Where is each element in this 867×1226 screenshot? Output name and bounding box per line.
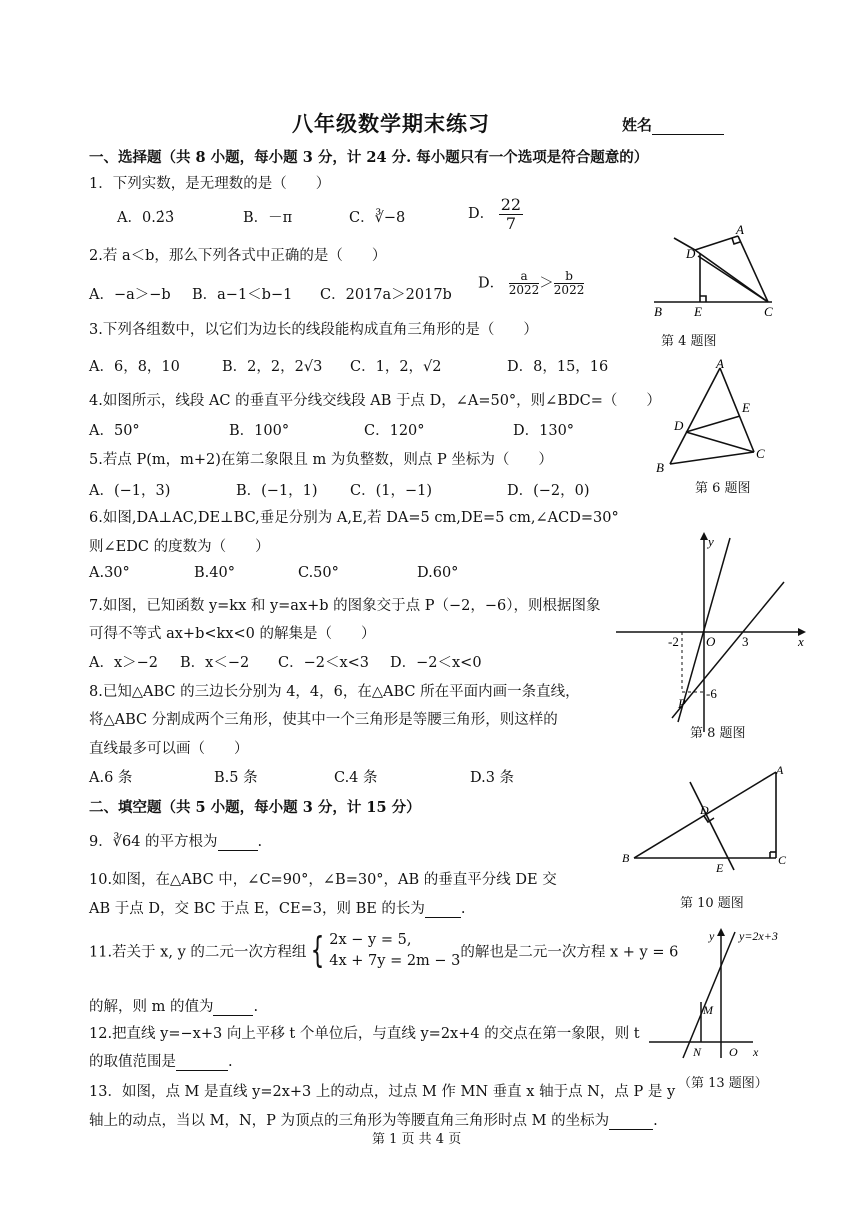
fig6-label-b: B bbox=[656, 460, 664, 475]
q11-pre: 11.若关于 x, y 的二元一次方程组 bbox=[89, 944, 307, 961]
name-blank bbox=[652, 119, 724, 135]
q11-post: 的解也是二元一次方程 x + y = 6 bbox=[460, 944, 679, 961]
q10-text: AB 于点 D，交 BC 于点 E，CE=3，则 BE 的长为 bbox=[89, 901, 425, 917]
fig10-label-d: D bbox=[700, 803, 709, 817]
fig13-caption: （第 13 题图） bbox=[678, 1076, 768, 1091]
q3-option-a: A．6，8，10 bbox=[89, 359, 180, 375]
q2-option-b: B．a−1＜b−1 bbox=[192, 287, 293, 303]
fig13-label-x: x bbox=[753, 1045, 759, 1059]
fig8-y-arrow bbox=[700, 532, 708, 540]
q12-line2 bbox=[89, 1050, 233, 1071]
q13-line2 bbox=[89, 1109, 658, 1130]
q1-d-numerator: 22 bbox=[500, 195, 522, 214]
fig10-line-de bbox=[690, 782, 734, 870]
q11-blank bbox=[213, 1001, 253, 1016]
fig8-label-p: P bbox=[678, 696, 686, 711]
q11-period: . bbox=[253, 999, 259, 1015]
fig6-caption: 第 6 题图 bbox=[695, 481, 751, 496]
q7-option-a: A．x＞−2 bbox=[89, 655, 159, 671]
q8-option-a: A.6 条 bbox=[89, 770, 133, 786]
q11-eq2: 4x + 7y = 2m − 3 bbox=[329, 953, 461, 970]
q9 bbox=[89, 830, 262, 851]
page-footer: 第 1 页 共 4 页 bbox=[372, 1132, 462, 1147]
fig13-label-o: O bbox=[729, 1045, 738, 1059]
q1-option-a: A．0.2̇3̇ bbox=[117, 210, 175, 226]
fig8-caption: 第 8 题图 bbox=[690, 726, 746, 741]
fig4-label-e: E bbox=[694, 304, 702, 319]
q4-option-a: A．50° bbox=[89, 423, 140, 439]
q3-option-c: C．1，2，√2 bbox=[350, 359, 442, 375]
q8-option-d: D.3 条 bbox=[470, 770, 515, 786]
q5-option-d: D．(−2，0) bbox=[507, 483, 590, 499]
q6-option-b: B.40° bbox=[194, 565, 235, 581]
fig10-label-c: C bbox=[778, 853, 787, 867]
q12-line1: 12.把直线 y=−x+3 向上平移 t 个单位后，与直线 y=2x+4 的交点在第一象限，则 t bbox=[89, 1026, 640, 1042]
q8-stem-2: 将△ABC 分割成两个三角形，使其中一个三角形是等腰三角形，则这样的 bbox=[89, 712, 558, 728]
q4-option-d: D．130° bbox=[513, 423, 575, 439]
q10-post: . bbox=[460, 901, 466, 917]
figure-13 bbox=[643, 922, 803, 1064]
q2-d-a: a bbox=[509, 270, 540, 284]
fig6-label-c: C bbox=[756, 446, 765, 461]
q1-stem: 1．下列实数，是无理数的是（ ） bbox=[89, 176, 331, 192]
fig13-line bbox=[683, 932, 735, 1058]
q2-d-fraction-a bbox=[509, 270, 540, 297]
fig4-line-da bbox=[695, 236, 738, 250]
q8-stem-3: 直线最多可以画（ ） bbox=[89, 741, 249, 757]
q10-line1: 10.如图，在△ABC 中，∠C=90°，∠B=30°，AB 的垂直平分线 DE 交 bbox=[89, 872, 557, 888]
fig6-line-dc bbox=[686, 432, 754, 452]
fig10-caption: 第 10 题图 bbox=[680, 896, 744, 911]
fig4-caption: 第 4 题图 bbox=[661, 334, 717, 349]
q5-option-a: A．(−1，3) bbox=[89, 483, 171, 499]
q6-option-d: D.60° bbox=[417, 565, 459, 581]
fig13-label-y: y bbox=[709, 929, 715, 943]
q8-option-b: B.5 条 bbox=[214, 770, 258, 786]
fig4-label-a: A bbox=[736, 222, 744, 237]
fig8-label-neg2: -2 bbox=[668, 634, 679, 649]
q9-post: . bbox=[257, 834, 263, 850]
q6-option-c: C.50° bbox=[298, 565, 339, 581]
fig10-label-a: A bbox=[776, 763, 784, 777]
fig6-line-ab bbox=[670, 368, 720, 464]
section2-header: 二、填空题（共 5 小题，每小题 3 分，计 15 分） bbox=[89, 799, 421, 816]
fig13-label-eq: y=2x+3 bbox=[739, 929, 778, 943]
q6-option-a: A.30° bbox=[89, 565, 130, 581]
q10-blank bbox=[425, 903, 461, 918]
q12-blank bbox=[176, 1056, 228, 1071]
fig8-label-3: 3 bbox=[742, 634, 749, 649]
fig8-label-o: O bbox=[706, 634, 716, 649]
q6-stem-2: 则∠EDC 的度数为（ ） bbox=[89, 539, 270, 555]
fig10-label-b: B bbox=[622, 851, 630, 865]
fig13-label-m: M bbox=[703, 1003, 713, 1017]
fig8-line-axb bbox=[672, 582, 784, 718]
name-field bbox=[622, 114, 724, 135]
q2-option-c: C．2017a＞2017b bbox=[320, 287, 452, 303]
name-label: 姓名 bbox=[622, 116, 653, 134]
q1-option-d-fraction bbox=[499, 196, 523, 232]
fig10-label-e: E bbox=[716, 861, 724, 875]
q2-stem: 2.若 a＜b，那么下列各式中正确的是（ ） bbox=[89, 248, 387, 264]
q1-d-denominator: 7 bbox=[505, 213, 517, 233]
q8-stem: 8.已知△ABC 的三边长分别为 4，4，6，在△ABC 所在平面内画一条直线， bbox=[89, 684, 580, 700]
q1-option-b: B．－π bbox=[243, 210, 293, 226]
q7-stem: 7.如图，已知函数 y=kx 和 y=ax+b 的图象交于点 P（−2，−6），则根据图象 bbox=[89, 598, 601, 614]
figure-10 bbox=[620, 760, 795, 875]
q1-option-d-prefix: D． bbox=[468, 206, 495, 223]
fig4-right-angle-e bbox=[700, 296, 706, 302]
q7-option-d: D．−2＜x<0 bbox=[390, 655, 482, 671]
q6-stem: 6.如图,DA⊥AC,DE⊥BC,垂足分别为 A,E,若 DA=5 cm,DE=5 cm,∠ACD=30° bbox=[89, 510, 619, 526]
fig8-label-y: y bbox=[708, 534, 714, 549]
section1-header: 一、选择题（共 8 小题，每小题 3 分，计 24 分. 每小题只有一个选项是符合题意的） bbox=[89, 149, 649, 166]
figure-6 bbox=[648, 358, 778, 476]
q8-option-c: C.4 条 bbox=[334, 770, 378, 786]
figure-4 bbox=[648, 220, 788, 325]
q11-brace: { bbox=[310, 930, 325, 972]
fig13-y-arrow bbox=[717, 928, 725, 936]
q2-d-fraction-b bbox=[554, 270, 585, 297]
q5-option-b: B．(−1，1) bbox=[236, 483, 318, 499]
q4-option-c: C．120° bbox=[364, 423, 425, 439]
q2-d-b: b bbox=[554, 270, 585, 284]
q3-stem: 3.下列各组数中，以它们为边长的线段能构成直角三角形的是（ ） bbox=[89, 322, 538, 338]
figure-8 bbox=[612, 532, 812, 744]
q11-line2 bbox=[89, 995, 258, 1016]
fig6-line-bc bbox=[670, 452, 754, 464]
q5-option-c: C．(1，−1) bbox=[350, 483, 433, 499]
q12-period: . bbox=[228, 1054, 233, 1070]
q1-option-d bbox=[468, 196, 523, 232]
q7-stem-2: 可得不等式 ax+b<kx<0 的解集是（ ） bbox=[89, 626, 376, 642]
q13-text: 轴上的动点，当以 M，N，P 为顶点的三角形为等腰直角三角形时点 M 的坐标为 bbox=[89, 1113, 610, 1129]
q2-d-den-a: 2022 bbox=[508, 283, 540, 298]
q3-option-d: D．8，15，16 bbox=[507, 359, 609, 375]
q9-text: 9．∛64 的平方根为 bbox=[89, 834, 218, 850]
fig4-label-c: C bbox=[764, 304, 773, 319]
q12-text: 的取值范围是 bbox=[89, 1054, 176, 1070]
page-title: 八年级数学期末练习 bbox=[292, 111, 490, 136]
q4-stem: 4.如图所示，线段 AC 的垂直平分线交线段 AB 于点 D，∠A=50°，则∠BDC=（ ） bbox=[89, 393, 661, 409]
q11-system bbox=[329, 930, 460, 972]
fig8-label-x: x bbox=[798, 634, 804, 649]
q1-option-c: C．∛−8 bbox=[349, 210, 406, 226]
q7-option-b: B．x＜−2 bbox=[180, 655, 250, 671]
q11-text: 的解，则 m 的值为 bbox=[89, 999, 214, 1015]
q3-option-b: B．2，2，2√3 bbox=[222, 359, 323, 375]
fig4-label-b: B bbox=[654, 304, 662, 319]
q13-period: . bbox=[653, 1113, 658, 1129]
q13-blank bbox=[609, 1115, 653, 1130]
q2-option-a: A．−a＞−b bbox=[89, 287, 171, 303]
q2-d-gt: ＞ bbox=[539, 275, 554, 292]
fig6-label-d: D bbox=[674, 418, 684, 433]
q13-line1: 13．如图，点 M 是直线 y=2x+3 上的动点，过点 M 作 MN 垂直 x 轴于点 N，点 P 是 y bbox=[89, 1084, 676, 1100]
fig6-label-a: A bbox=[716, 358, 724, 371]
q7-option-c: C．−2＜x<3 bbox=[278, 655, 370, 671]
q9-blank bbox=[218, 836, 258, 851]
q2-option-d bbox=[478, 270, 584, 297]
q2-d-den-b: 2022 bbox=[553, 283, 585, 298]
q11-eq1: 2x − y = 5, bbox=[329, 932, 412, 948]
fig4-label-d: D bbox=[686, 246, 696, 261]
fig13-label-n: N bbox=[693, 1045, 702, 1059]
q2-option-d-prefix: D． bbox=[478, 275, 505, 292]
q5-stem: 5.若点 P(m，m+2)在第二象限且 m 为负整数，则点 P 坐标为（ ） bbox=[89, 452, 553, 468]
fig6-label-e: E bbox=[742, 400, 750, 415]
q10-line2 bbox=[89, 897, 466, 918]
fig8-label-neg6: -6 bbox=[706, 686, 717, 701]
q4-option-b: B．100° bbox=[229, 423, 290, 439]
q11-line1 bbox=[89, 930, 678, 972]
